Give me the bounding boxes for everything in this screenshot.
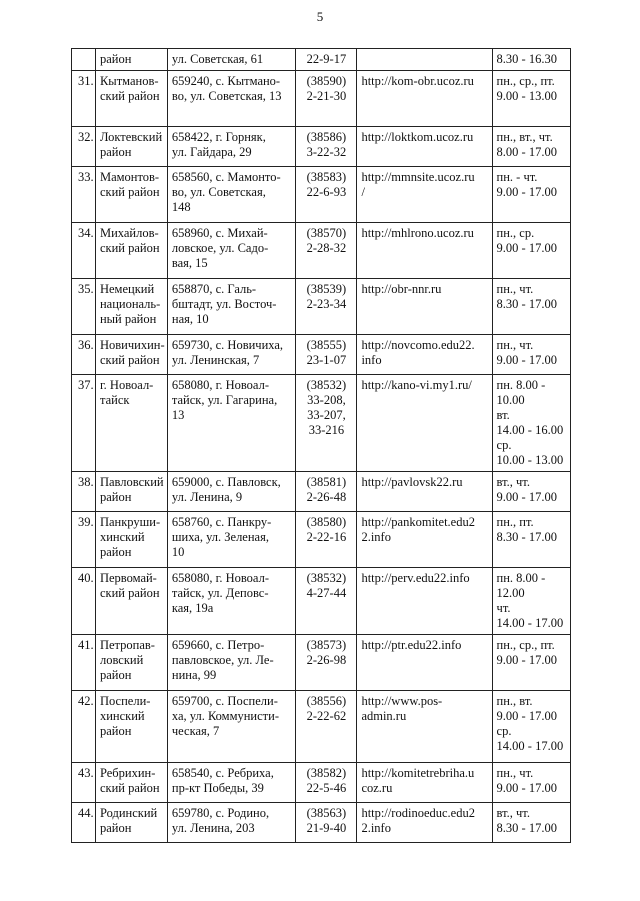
district-cell: Петропав- ловский район	[95, 635, 167, 691]
hours-cell: пн., пт. 8.30 - 17.00	[492, 512, 570, 568]
hours-cell: пн., ср. 9.00 - 17.00	[492, 223, 570, 279]
table-row	[72, 71, 571, 127]
district-cell: Павловский район	[95, 472, 167, 512]
table-row	[72, 635, 571, 691]
phone-cell: (38581) 2-26-48	[296, 472, 357, 512]
phone-cell: (38582) 22-5-46	[296, 763, 357, 803]
district-cell: Поспели- хинский район	[95, 691, 167, 763]
hours-cell: пн., чт. 8.30 - 17.00	[492, 279, 570, 335]
address-cell: 659730, с. Новичиха, ул. Ленинская, 7	[167, 335, 296, 375]
hours-cell: пн., чт. 9.00 - 17.00	[492, 335, 570, 375]
website-cell	[357, 49, 492, 71]
district-cell: Мамонтов- ский район	[95, 167, 167, 223]
hours-cell: пн. 8.00 - 12.00 чт. 14.00 - 17.00	[492, 568, 570, 635]
website-cell: http://www.pos- admin.ru	[357, 691, 492, 763]
table-row	[72, 763, 571, 803]
website-cell: http://novcomo.edu22. info	[357, 335, 492, 375]
address-cell: 658960, с. Михай- ловское, ул. Садо- вая, 15	[167, 223, 296, 279]
website-cell: http://mhlrono.ucoz.ru	[357, 223, 492, 279]
website-cell: http://ptr.edu22.info	[357, 635, 492, 691]
table-body	[72, 49, 571, 843]
district-cell: Немецкий националь- ный район	[95, 279, 167, 335]
phone-cell: (38563) 21-9-40	[296, 803, 357, 843]
row-number: 35.	[72, 279, 96, 335]
website-cell: http://pavlovsk22.ru	[357, 472, 492, 512]
table-row	[72, 472, 571, 512]
hours-cell: пн. - чт. 9.00 - 17.00	[492, 167, 570, 223]
phone-cell: (38580) 2-22-16	[296, 512, 357, 568]
district-cell: Кытманов- ский район	[95, 71, 167, 127]
table-row	[72, 167, 571, 223]
address-cell: 658560, с. Мамонто- во, ул. Советская, 148	[167, 167, 296, 223]
hours-cell: пн. 8.00 - 10.00 вт. 14.00 - 16.00 ср. 10.00 - 13.00	[492, 375, 570, 472]
phone-cell: (38556) 2-22-62	[296, 691, 357, 763]
district-cell: Михайлов- ский район	[95, 223, 167, 279]
hours-cell: пн., ср., пт. 9.00 - 13.00	[492, 71, 570, 127]
address-cell: 659660, с. Петро- павловское, ул. Ле- нина, 99	[167, 635, 296, 691]
row-number: 37.	[72, 375, 96, 472]
hours-cell: пн., чт. 9.00 - 17.00	[492, 763, 570, 803]
district-cell: Первомай- ский район	[95, 568, 167, 635]
address-cell: 659700, с. Поспели- ха, ул. Коммунисти- ческая, 7	[167, 691, 296, 763]
district-cell: район	[95, 49, 167, 71]
education-offices-table	[71, 48, 571, 843]
address-cell: 658080, г. Новоал- тайск, ул. Гагарина, 13	[167, 375, 296, 472]
phone-cell: (38573) 2-26-98	[296, 635, 357, 691]
address-cell: 659000, с. Павловск, ул. Ленина, 9	[167, 472, 296, 512]
row-number: 40.	[72, 568, 96, 635]
phone-cell: (38586) 3-22-32	[296, 127, 357, 167]
website-cell: http://kom-obr.ucoz.ru	[357, 71, 492, 127]
phone-cell: (38583) 22-6-93	[296, 167, 357, 223]
row-number: 41.	[72, 635, 96, 691]
website-cell: http://kano-vi.my1.ru/	[357, 375, 492, 472]
page-number: 5	[316, 9, 324, 24]
row-number: 44.	[72, 803, 96, 843]
table-row	[72, 49, 571, 71]
website-cell: http://mmnsite.ucoz.ru /	[357, 167, 492, 223]
phone-cell: 22-9-17	[296, 49, 357, 71]
district-cell: г. Новоал- тайск	[95, 375, 167, 472]
phone-cell: (38590) 2-21-30	[296, 71, 357, 127]
address-cell: 658422, г. Горняк, ул. Гайдара, 29	[167, 127, 296, 167]
table-row	[72, 335, 571, 375]
table-row	[72, 279, 571, 335]
website-cell: http://perv.edu22.info	[357, 568, 492, 635]
table-row	[72, 512, 571, 568]
phone-cell: (38532) 4-27-44	[296, 568, 357, 635]
table-row	[72, 803, 571, 843]
hours-cell: 8.30 - 16.30	[492, 49, 570, 71]
district-cell: Новичихин- ский район	[95, 335, 167, 375]
table-row	[72, 568, 571, 635]
district-cell: Локтевский район	[95, 127, 167, 167]
table-row	[72, 691, 571, 763]
row-number: 36.	[72, 335, 96, 375]
row-number: 38.	[72, 472, 96, 512]
hours-cell: вт., чт. 8.30 - 17.00	[492, 803, 570, 843]
website-cell: http://rodinoeduc.edu2 2.info	[357, 803, 492, 843]
row-number	[72, 49, 96, 71]
address-cell: 658540, с. Ребриха, пр-кт Победы, 39	[167, 763, 296, 803]
website-cell: http://obr-nnr.ru	[357, 279, 492, 335]
district-cell: Панкруши- хинский район	[95, 512, 167, 568]
row-number: 31.	[72, 71, 96, 127]
row-number: 34.	[72, 223, 96, 279]
district-cell: Ребрихин- ский район	[95, 763, 167, 803]
phone-cell: (38555) 23-1-07	[296, 335, 357, 375]
hours-cell: вт., чт. 9.00 - 17.00	[492, 472, 570, 512]
row-number: 39.	[72, 512, 96, 568]
address-cell: 658870, с. Галь- бштадт, ул. Восточ- ная, 10	[167, 279, 296, 335]
website-cell: http://komitetrebriha.u coz.ru	[357, 763, 492, 803]
row-number: 33.	[72, 167, 96, 223]
phone-cell: (38532) 33-208, 33-207, 33-216	[296, 375, 357, 472]
district-cell: Родинский район	[95, 803, 167, 843]
table-row	[72, 223, 571, 279]
phone-cell: (38539) 2-23-34	[296, 279, 357, 335]
address-cell: 659240, с. Кытмано- во, ул. Советская, 13	[167, 71, 296, 127]
row-number: 32.	[72, 127, 96, 167]
website-cell: http://loktkom.ucoz.ru	[357, 127, 492, 167]
phone-cell: (38570) 2-28-32	[296, 223, 357, 279]
row-number: 42.	[72, 691, 96, 763]
table-row	[72, 127, 571, 167]
address-cell: 658080, г. Новоал- тайск, ул. Деповс- кая, 19а	[167, 568, 296, 635]
table-row	[72, 375, 571, 472]
hours-cell: пн., вт., чт. 8.00 - 17.00	[492, 127, 570, 167]
address-cell: 659780, с. Родино, ул. Ленина, 203	[167, 803, 296, 843]
website-cell: http://pankomitet.edu2 2.info	[357, 512, 492, 568]
hours-cell: пн., вт. 9.00 - 17.00 ср. 14.00 - 17.00	[492, 691, 570, 763]
row-number: 43.	[72, 763, 96, 803]
address-cell: ул. Советская, 61	[167, 49, 296, 71]
hours-cell: пн., ср., пт. 9.00 - 17.00	[492, 635, 570, 691]
address-cell: 658760, с. Панкру- шиха, ул. Зеленая, 10	[167, 512, 296, 568]
